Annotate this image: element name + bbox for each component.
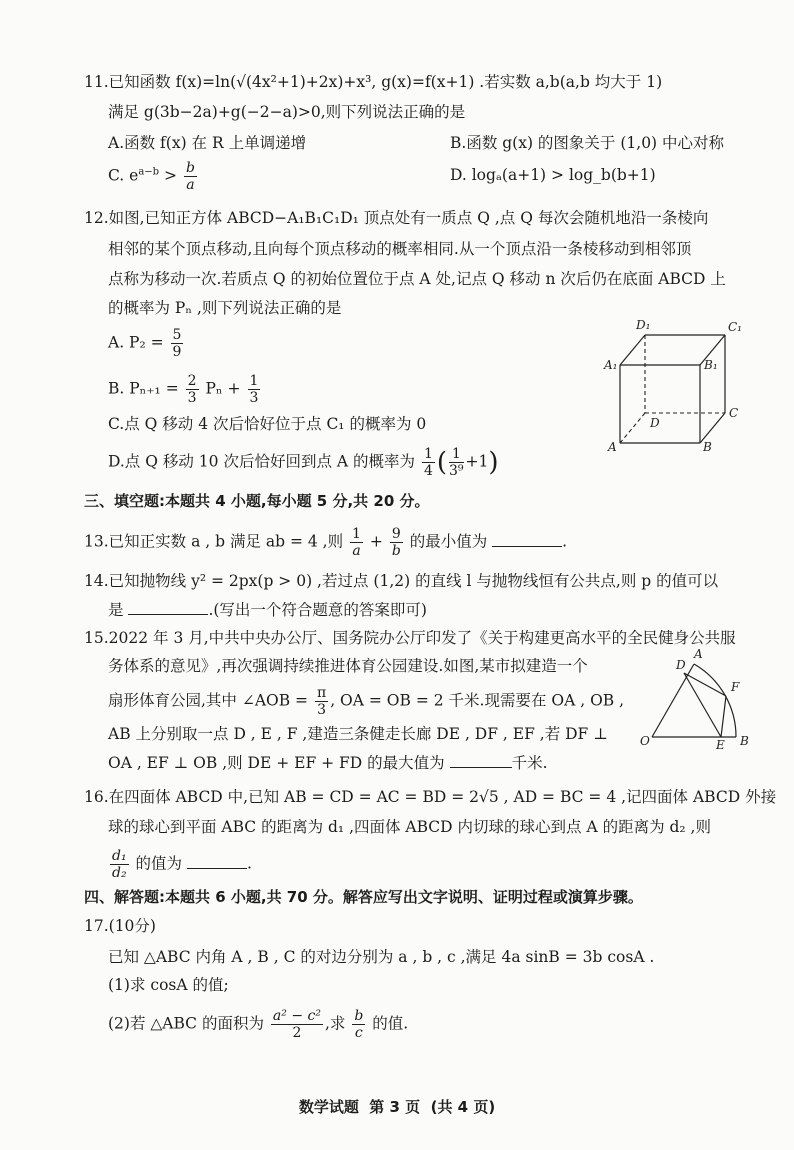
q12-option-d (108, 446, 499, 479)
sector-label-e: E (716, 738, 725, 750)
page-footer: 数学试题 第 3 页 (共 4 页) (298, 1098, 496, 1116)
q15-angle-denominator: 3 (317, 702, 327, 718)
cube-label-d: D (650, 416, 660, 430)
q15-line3-suffix: , OA = OB = 2 千米.现需要在 OA , OB , (330, 691, 625, 710)
q16-line1: 16.在四面体 ABCD 中,已知 AB = CD = AC = BD = 2√5 , AD = BC = 4 ,记四面体 ABCD 外接 (84, 788, 777, 806)
q11-line2: 满足 g(3b−2a)+g(−2−a)>0,则下列说法正确的是 (108, 103, 466, 121)
q12-option-b-middle: Pₙ + (205, 379, 241, 398)
q11-option-c (108, 160, 199, 193)
q15-line5 (108, 751, 548, 773)
q12-option-d-tail: +1 (465, 452, 489, 471)
q12-option-d-numerator: 1 (423, 446, 433, 462)
q11-option-d: D. logₐ(a+1) > log_b(b+1) (450, 166, 656, 184)
q13-fraction-1 (350, 526, 363, 559)
q15-line3 (108, 685, 624, 718)
q14-line1: 14.已知抛物线 y² = 2px(p > 0) ,若过点 (1,2) 的直线 l 与抛物线恒有公共点,则 p 的值可以 (84, 572, 719, 590)
q17-area-fraction (271, 1008, 323, 1041)
q12-option-b-denominator-2: 3 (249, 390, 259, 406)
q13-fraction-2 (390, 526, 403, 559)
q14-answer-blank[interactable] (128, 600, 208, 615)
q12-option-d-fraction (422, 446, 435, 479)
q12-option-d-prefix: D.点 Q 移动 10 次后恰好回到点 A 的概率为 (108, 452, 415, 471)
cube-diagram (600, 315, 760, 455)
q11-option-b: B.函数 g(x) 的图象关于 (1,0) 中心对称 (450, 134, 725, 152)
q12-option-d-left-paren: ( (436, 447, 448, 478)
q17-part2-prefix: (2)若 △ABC 的面积为 (108, 1014, 264, 1033)
cube-label-b: B (703, 440, 712, 454)
q12-line4: 的概率为 Pₙ ,则下列说法正确的是 (108, 299, 342, 317)
q11-option-c-fraction (184, 160, 197, 193)
q15-line1: 15.2022 年 3 月,中共中央办公厅、国务院办公厅印发了《关于构建更高水平的全民健身公共服 (84, 629, 736, 647)
q12-option-d-inner-fraction (449, 446, 464, 479)
q17-part2 (108, 1008, 408, 1041)
q15-answer-blank[interactable] (450, 753, 512, 768)
q12-option-b-denominator-1: 3 (187, 390, 197, 406)
cube-label-b1: B₁ (704, 358, 718, 372)
sector-label-f: F (731, 680, 740, 694)
q13-period: . (562, 532, 568, 551)
q12-option-b (108, 373, 262, 406)
q15-angle-numerator: π (317, 685, 327, 701)
q13-answer-blank[interactable] (492, 532, 562, 547)
q16-line3 (108, 848, 252, 881)
q16-line3-suffix: 的值为 (135, 854, 183, 873)
q16-ratio-numerator: d₁ (112, 848, 127, 864)
q13-numerator-2: 9 (391, 526, 401, 542)
q15-line4: AB 上分别取一点 D , E , F ,建造三条健走长廊 DE , DF , EF ,若 DF ⊥ (108, 725, 608, 743)
q13-suffix: 的最小值为 (409, 532, 488, 551)
q12-option-d-inner-numerator: 1 (449, 446, 464, 463)
q16-ratio-fraction (110, 848, 129, 881)
q13-denominator-1: a (352, 543, 361, 559)
q12-option-a-fraction (171, 327, 184, 360)
sector-label-o: O (640, 734, 650, 748)
q12-option-b-prefix: B. Pₙ₊₁ = (108, 379, 179, 398)
q11-option-c-prefix: C. e (108, 166, 139, 185)
cube-label-a1: A₁ (604, 358, 618, 372)
q12-option-b-numerator-2: 1 (249, 373, 259, 389)
q17-part2-middle: ,求 (324, 1014, 346, 1033)
cube-label-c1: C₁ (728, 320, 742, 334)
q16-line2: 球的球心到平面 ABC 的距离为 d₁ ,四面体 ABCD 内切球的球心到点 A 的距离为 d₂ ,则 (108, 818, 711, 836)
q17-ratio-fraction (352, 1008, 365, 1041)
sector-label-b: B (740, 734, 749, 748)
q17-line1: 已知 △ABC 内角 A , B , C 的对边分别为 a , b , c ,满足 4a sinB = 3b cosA . (108, 948, 655, 966)
q17-ratio-denominator: c (354, 1025, 363, 1041)
q15-line5-prefix: OA , EF ⊥ OB ,则 DE + EF + FD 的最大值为 (108, 754, 445, 772)
q12-option-a-denominator: 9 (172, 344, 182, 360)
q12-option-d-inner-denominator: 3⁹ (449, 463, 464, 479)
q13-plus: + (369, 532, 383, 551)
cube-label-d1: D₁ (636, 318, 651, 332)
q15-line3-prefix: 扇形体育公园,其中 ∠AOB = (108, 691, 309, 710)
cube-label-c: C (729, 406, 739, 420)
section-3-heading: 三、填空题:本题共 4 小题,每小题 5 分,共 20 分。 (84, 492, 430, 510)
q11-option-c-denominator: a (186, 177, 195, 193)
q17-area-numerator: a² − c² (272, 1008, 321, 1024)
q17-heading: 17.(10分) (84, 917, 156, 935)
q17-area-denominator: 2 (292, 1025, 302, 1041)
q15-line5-suffix: 千米. (511, 754, 548, 772)
q16-answer-blank[interactable] (187, 854, 247, 869)
q11-option-a: A.函数 f(x) 在 R 上单调递增 (108, 134, 307, 152)
q13-denominator-2: b (391, 543, 401, 559)
q12-line1: 12.如图,已知正方体 ABCD−A₁B₁C₁D₁ 顶点处有一质点 Q ,点 Q 每次会随机地沿一条棱向 (84, 209, 709, 227)
q11-option-c-numerator: b (185, 160, 195, 176)
q14-line2-prefix: 是 (108, 601, 124, 619)
q15-line2: 务体系的意见》,再次强调持续推进体育公园建设.如图,某市拟建造一个 (108, 657, 588, 675)
q11-option-c-exponent: a−b (138, 166, 160, 178)
q17-part2-suffix: 的值. (372, 1014, 409, 1033)
q11-option-c-gt: > (159, 166, 182, 185)
q12-line3: 点称为移动一次.若质点 Q 的初始位置位于点 A 处,记点 Q 移动 n 次后仍在底面 ABCD 上 (108, 270, 726, 288)
q12-option-b-fraction-2 (248, 373, 261, 406)
q12-option-a-numerator: 5 (172, 327, 182, 343)
q13-prefix: 13.已知正实数 a , b 满足 ab = 4 ,则 (84, 532, 344, 551)
q12-option-a (108, 327, 185, 360)
q14-line2-suffix: .(写出一个符合题意的答案即可) (208, 601, 427, 619)
q13-numerator-1: 1 (352, 526, 361, 542)
section-4-heading: 四、解答题:本题共 6 小题,共 70 分。解答应写出文字说明、证明过程或演算步骤。 (84, 888, 643, 906)
q13-line (84, 526, 567, 559)
q12-option-c: C.点 Q 移动 4 次后恰好位于点 C₁ 的概率为 0 (108, 415, 427, 433)
sector-diagram (636, 645, 776, 750)
sector-label-a: A (694, 647, 703, 661)
sector-label-d: D (676, 658, 686, 672)
q12-option-b-numerator-1: 2 (187, 373, 197, 389)
q15-angle-fraction (315, 685, 328, 718)
q14-line2 (108, 598, 427, 620)
q12-option-b-fraction-1 (186, 373, 199, 406)
q17-part1: (1)求 cosA 的值; (108, 976, 229, 994)
q16-period: . (246, 854, 252, 873)
cube-label-a: A (608, 440, 617, 454)
q12-option-a-prefix: A. P₂ = (108, 333, 164, 352)
q12-option-d-denominator: 4 (423, 463, 433, 479)
q17-ratio-numerator: b (354, 1008, 364, 1024)
q12-option-d-right-paren: ) (488, 447, 499, 478)
q16-ratio-denominator: d₂ (112, 865, 127, 881)
q11-line1: 11.已知函数 f(x)=ln(√(4x²+1)+2x)+x³, g(x)=f(x+1) .若实数 a,b(a,b 均大于 1) (84, 73, 663, 91)
q12-line2: 相邻的某个顶点移动,且向每个顶点移动的概率相同.从一个顶点沿一条棱移动到相邻顶 (108, 240, 692, 258)
